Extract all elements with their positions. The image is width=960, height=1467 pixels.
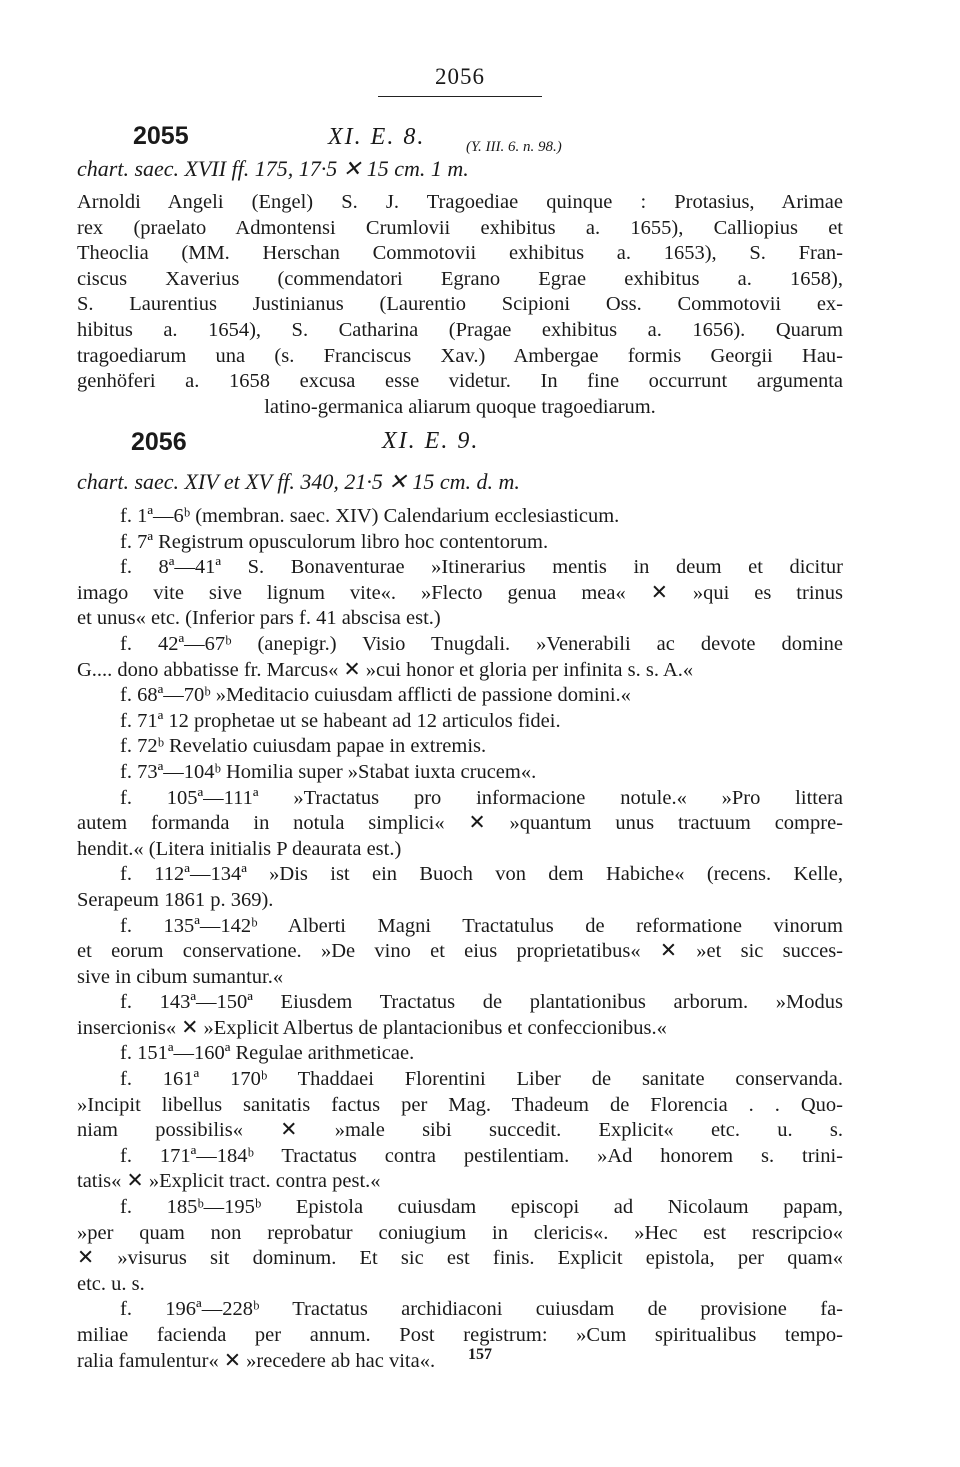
physical-description: chart. saec. XIV et XV ff. 340, 21·5 ✕ 15 cm. d. m. bbox=[77, 469, 520, 494]
text-line: hendit.« (Litera initialis P deaurata est.) bbox=[77, 837, 402, 860]
shelfmark: XI. E. 9. bbox=[382, 428, 480, 454]
text-line: f. 151ª—160ª Regulae arithmeticae. bbox=[120, 1042, 415, 1065]
text-line: f. 143ª—150ª Eiusdem Tractatus de plantationibus arborum. »Modus bbox=[120, 991, 843, 1014]
text-line: genhöferi a. 1658 excusa esse videtur. In fine occurrunt argumenta bbox=[77, 370, 843, 393]
text-line: f. 196ª—228ᵇ Tractatus archidiaconi cuiusdam de provisione fa- bbox=[120, 1298, 843, 1321]
text-line: f. 185ᵇ—195ᵇ Epistola cuiusdam episcopi ad Nicolaum papam, bbox=[120, 1196, 843, 1219]
text-line: etc. u. s. bbox=[77, 1272, 145, 1295]
text-line: latino-germanica aliarum quoque tragoediarum. bbox=[264, 395, 656, 418]
text-line: f. 171ª—184ᵇ Tractatus contra pestilentiam. »Ad honorem s. trini- bbox=[120, 1144, 843, 1167]
text-line: f. 112ª—134ª »Dis ist ein Buoch von dem Habiche« (recens. Kelle, bbox=[120, 863, 843, 886]
text-line: G.... dono abbatisse fr. Marcus« ✕ »cui honor et gloria per infinita s. s. A.« bbox=[77, 658, 694, 681]
head-rule bbox=[378, 96, 542, 97]
text-line: autem formanda in notula simplici« ✕ »quantum unus tractuum compre- bbox=[77, 812, 843, 835]
text-line: ✕ »visurus sit dominum. Et sic est finis. Explicit epistola, per quam« bbox=[77, 1247, 843, 1270]
text-line: ciscus Xaverius (commendatori Egrano Egrae exhibitus a. 1658), bbox=[77, 267, 843, 290]
text-line: insercionis« ✕ »Explicit Albertus de plantacionibus et confeccionibus.« bbox=[77, 1016, 667, 1039]
old-shelfmark: (Y. III. 6. n. 98.) bbox=[466, 139, 562, 155]
text-line: f. 1ª—6ᵇ (membran. saec. XIV) Calendarium ecclesiasticum. bbox=[120, 505, 620, 527]
text-line: »Incipit libellus sanitatis factus per Mag. Thadeum de Florencia . . Quo- bbox=[77, 1093, 843, 1116]
text-line: miliae facienda per annum. Post registrum: »Cum spiritualibus tempo- bbox=[77, 1324, 843, 1346]
text-line: Serapeum 1861 p. 369). bbox=[77, 888, 274, 911]
text-line: Theoclia (MM. Herschan Commotovii exhibitus a. 1653), S. Fran- bbox=[77, 242, 843, 265]
text-line: f. 161ª 170ᵇ Thaddaei Florentini Liber de sanitate conservanda. bbox=[120, 1068, 843, 1091]
text-line: ralia famulentur« ✕ »recedere ab hac vita«. bbox=[77, 1349, 436, 1372]
shelfmark: XI. E. 8. bbox=[328, 124, 426, 150]
text-line: S. Laurentius Justinianus (Laurentio Scipioni Oss. Commotovii ex- bbox=[77, 293, 843, 316]
text-line: niam possibilis« ✕ »male sibi succedit. Explicit« etc. u. s. bbox=[77, 1119, 843, 1142]
entry-number: 2056 bbox=[131, 428, 187, 456]
text-line: hibitus a. 1654), S. Catharina (Pragae exhibitus a. 1656). Quarum bbox=[77, 318, 843, 341]
text-line: imago vite sive lignum vite«. »Flecto genua mea« ✕ »qui es trinus bbox=[77, 581, 843, 604]
text-line: rex (praelato Admontensi Crumlovii exhibitus a. 1655), Calliopius et bbox=[77, 216, 843, 239]
text-line: f. 135ª—142ᵇ Alberti Magni Tractatulus de reformatione vinorum bbox=[120, 914, 843, 937]
text-line: tatis« ✕ »Explicit tract. contra pest.« bbox=[77, 1170, 381, 1193]
text-line: f. 7ª Registrum opusculorum libro hoc contentorum. bbox=[120, 530, 549, 553]
text-line: f. 73ª—104ᵇ Homilia super »Stabat iuxta crucem«. bbox=[120, 760, 537, 783]
text-line: et unus« etc. (Inferior pars f. 41 abscisa est.) bbox=[77, 607, 441, 630]
text-line: sive in cibum sumantur.« bbox=[77, 965, 284, 988]
page-number: 157 bbox=[468, 1346, 492, 1363]
entry-text bbox=[77, 190, 843, 420]
text-line: et eorum conservatione. »De vino et eius proprietatibus« ✕ »et sic succes- bbox=[77, 940, 843, 963]
physical-description: chart. saec. XVII ff. 175, 17·5 ✕ 15 cm. 1 m. bbox=[77, 156, 469, 181]
text-line: »per quam non reprobatur coniugium in clericis«. »Hec est rescripcio« bbox=[77, 1221, 843, 1244]
text-line: Arnoldi Angeli (Engel) S. J. Tragoediae quinque : Protasius, Arimae bbox=[77, 191, 843, 213]
text-line: f. 42ª—67ᵇ (anepigr.) Visio Tnugdali. »Venerabili ac devote domine bbox=[120, 632, 843, 655]
text-line: f. 8ª—41ª S. Bonaventurae »Itinerarius mentis in deum et dicitur bbox=[120, 556, 843, 579]
text-line: f. 105ª—111ª »Tractatus pro informacione notule.« »Pro littera bbox=[120, 786, 843, 809]
text-line: f. 68ª—70ᵇ »Meditacio cuiusdam afflicti de passione domini.« bbox=[120, 684, 631, 707]
text-line: tragoediarum una (s. Franciscus Xav.) Ambergae formis Georgii Hau- bbox=[77, 344, 843, 367]
entry-text bbox=[77, 504, 843, 1374]
text-line: f. 72ᵇ Revelatio cuiusdam papae in extremis. bbox=[120, 735, 487, 758]
text-line: f. 71ª 12 prophetae ut se habeant ad 12 articulos fidei. bbox=[120, 709, 561, 732]
running-head: 2056 bbox=[435, 64, 485, 89]
entry-number: 2055 bbox=[133, 122, 189, 150]
